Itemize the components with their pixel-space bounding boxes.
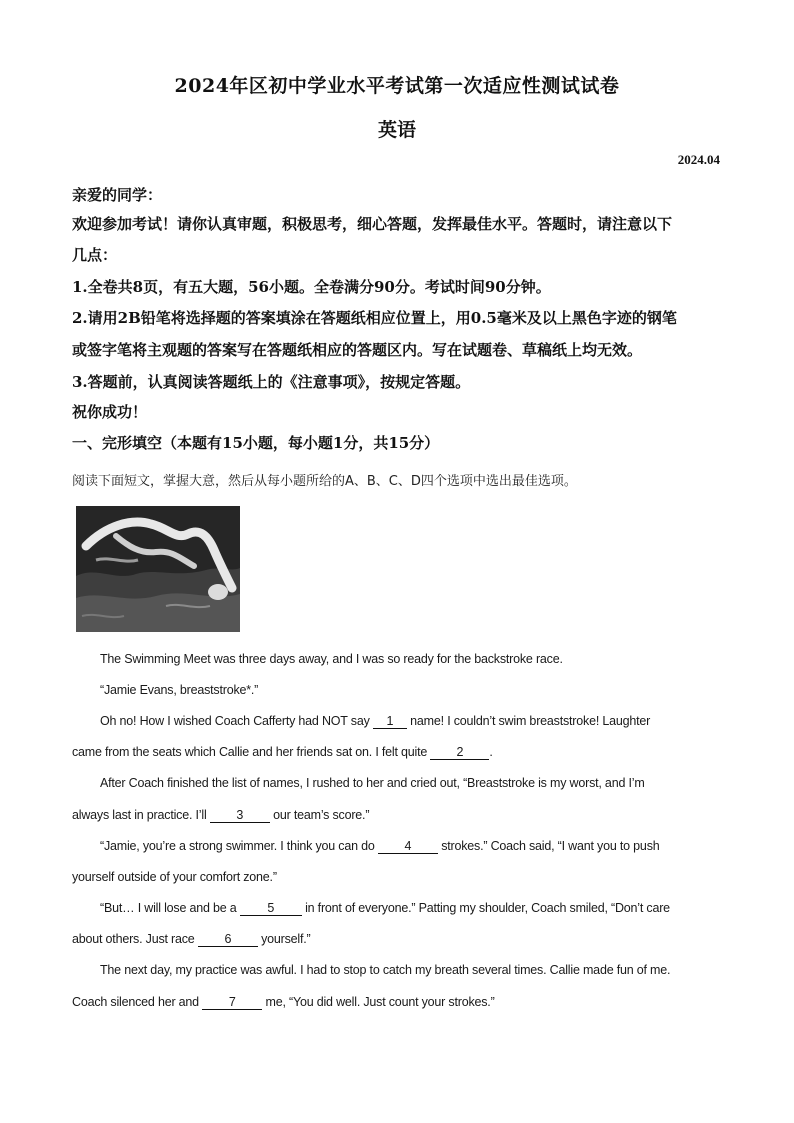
story-text: came from the seats which Callie and her friends sat on. I felt quite [72, 745, 431, 759]
story-paragraph-6-line-2 [72, 932, 311, 947]
story-paragraph-3-line-1 [100, 714, 650, 729]
story-text: Coach silenced her and [72, 995, 203, 1009]
story-text: always last in practice. I’ll [72, 808, 210, 822]
section-heading: 一、完形填空（本题有15小题，每小题1分，共15分） [72, 434, 440, 452]
story-text: strokes.” Coach said, “I want you to push [437, 839, 660, 853]
story-paragraph-6-line-1 [100, 901, 670, 916]
blank-3: 3 [210, 809, 270, 823]
intro-line-1: 欢迎参加考试！请你认真审题，积极思考，细心答题，发挥最佳水平。答题时，请注意以下 [72, 215, 673, 233]
story-paragraph-4-line-2 [72, 808, 369, 823]
story-text: our team’s score.” [269, 808, 370, 822]
story-paragraph-1: The Swimming Meet was three days away, and I was so ready for the backstroke race. [100, 652, 563, 666]
swimmer-photo [76, 506, 240, 632]
blank-6: 6 [198, 933, 258, 947]
greeting: 亲爱的同学： [72, 186, 163, 204]
notice-point-2-line-1: 2.请用2B铅笔将选择题的答案填涂在答题纸相应位置上，用0.5毫米及以上黑色字迹的钢笔 [72, 309, 677, 327]
story-text: “Jamie, you’re a strong swimmer. I think you can do [100, 839, 378, 853]
blank-5: 5 [240, 902, 302, 916]
story-paragraph-2: “Jamie Evans, breaststroke*.” [100, 683, 259, 697]
notice-point-2-line-2: 或签字笔将主观题的答案写在答题纸相应的答题区内。写在试题卷、草稿纸上均无效。 [72, 341, 643, 359]
story-paragraph-3-line-2 [72, 745, 493, 760]
story-text: . [489, 745, 493, 759]
section-instruction: 阅读下面短文，掌握大意，然后从每小题所给的A、B、C、D四个选项中选出最佳选项。 [72, 474, 577, 489]
story-text: about others. Just race [72, 932, 198, 946]
story-paragraph-5-line-2: yourself outside of your comfort zone.” [72, 870, 277, 884]
blank-2: 2 [430, 746, 489, 760]
story-text: me, “You did well. Just count your strokes.” [262, 995, 495, 1009]
story-paragraph-7-line-2 [72, 995, 495, 1010]
notice-point-3: 3.答题前，认真阅读答题纸上的《注意事项》，按规定答题。 [72, 373, 471, 391]
exam-date: 2024.04 [677, 152, 720, 167]
story-text: name! I couldn’t swim breaststroke! Laughter [406, 714, 651, 728]
intro-line-2: 几点： [72, 246, 118, 264]
blank-4: 4 [378, 840, 438, 854]
story-paragraph-4-line-1: After Coach finished the list of names, I rushed to her and cried out, “Breaststroke is my worst, and I’m [100, 776, 645, 790]
story-text: Oh no! How I wished Coach Cafferty had NOT say [100, 714, 373, 728]
exam-subject: 英语 [377, 119, 416, 141]
story-text: “But… I will lose and be a [100, 901, 240, 915]
story-text: in front of everyone.” Patting my shoulder, Coach smiled, “Don’t care [301, 901, 670, 915]
story-text: yourself.” [257, 932, 311, 946]
story-paragraph-7-line-1: The next day, my practice was awful. I had to stop to catch my breath several times. Callie made fun of me. [100, 963, 671, 977]
exam-title: 2024年区初中学业水平考试第一次适应性测试试卷 [174, 75, 620, 97]
notice-point-1: 1.全卷共8页，有五大题，56小题。全卷满分90分。考试时间90分钟。 [72, 278, 551, 296]
wish-text: 祝你成功！ [72, 403, 148, 421]
blank-1: 1 [373, 715, 407, 729]
story-paragraph-5-line-1 [100, 839, 660, 854]
blank-7: 7 [202, 996, 262, 1010]
